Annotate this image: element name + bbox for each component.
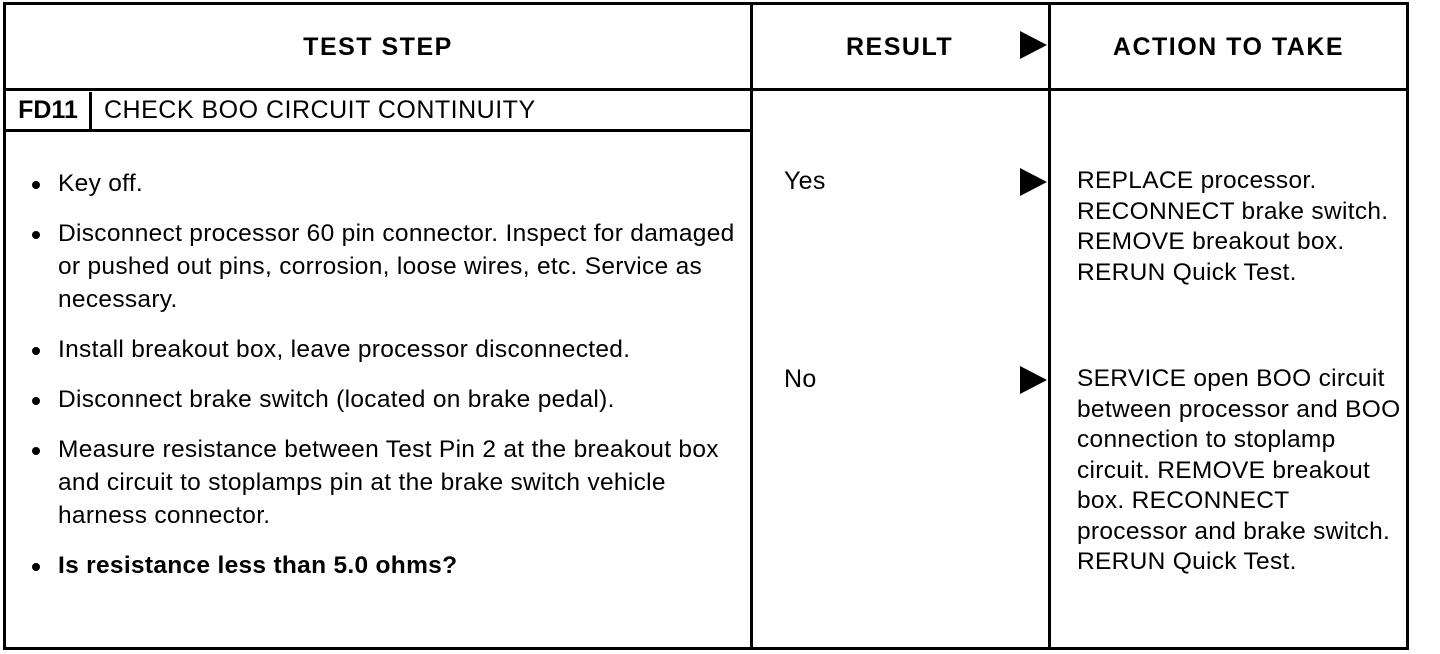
result-yes: Yes bbox=[784, 167, 826, 195]
list-item: Install breakout box, leave processor disconnected. bbox=[32, 333, 744, 366]
header-test-step: TEST STEP bbox=[303, 32, 453, 61]
list-item: Disconnect brake switch (located on brake pedal). bbox=[32, 383, 744, 416]
action-no: SERVICE open BOO circuit between processor and BOO connection to stoplamp circuit. REMOVE breakout box. RECONNECT processor and brake switch. RERUN Quick Test. bbox=[1077, 365, 1401, 575]
action-yes: REPLACE processor. RECONNECT brake switch. REMOVE breakout box. RERUN Quick Test. bbox=[1077, 167, 1389, 286]
step-title-divider bbox=[3, 129, 753, 132]
header-arrow-icon bbox=[1020, 31, 1047, 59]
result-no: No bbox=[784, 365, 817, 393]
result-yes-arrow-icon bbox=[1020, 168, 1047, 196]
list-item: Key off. bbox=[32, 167, 744, 200]
column-divider-result bbox=[750, 2, 753, 650]
header-action: ACTION TO TAKE bbox=[1112, 32, 1345, 61]
result-no-arrow-icon bbox=[1020, 366, 1047, 394]
step-code: FD11 bbox=[18, 96, 78, 124]
step-title: CHECK BOO CIRCUIT CONTINUITY bbox=[104, 96, 536, 124]
step-code-divider bbox=[89, 92, 92, 129]
list-item: Measure resistance between Test Pin 2 at the breakout box and circuit to stoplamps pin at the brake switch vehicle harness connector. bbox=[32, 433, 744, 532]
column-divider-action bbox=[1048, 2, 1051, 650]
list-item: Disconnect processor 60 pin connector. Inspect for damaged or pushed out pins, corrosion, loose wires, etc. Service as necessary. bbox=[32, 217, 744, 316]
list-item-question: Is resistance less than 5.0 ohms? bbox=[32, 549, 744, 582]
test-step-list bbox=[32, 167, 744, 599]
header-result: RESULT bbox=[846, 32, 954, 61]
